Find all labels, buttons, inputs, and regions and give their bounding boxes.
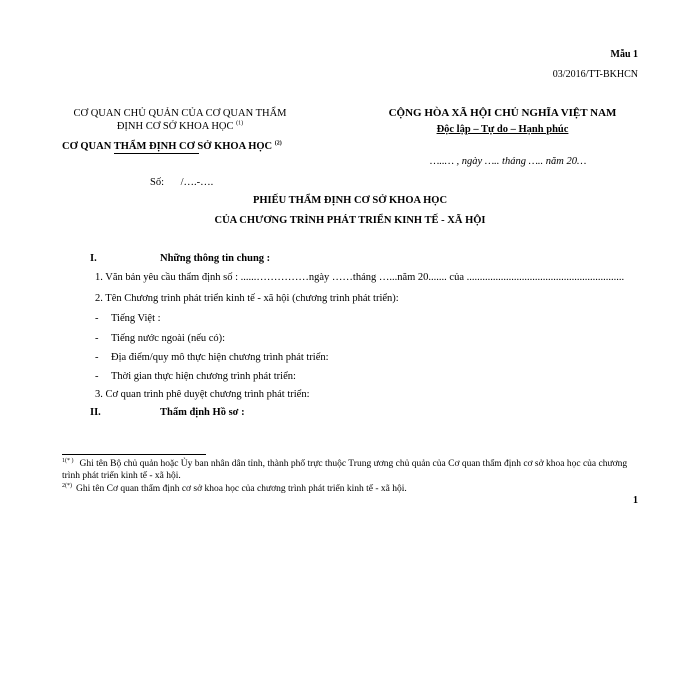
bullet-dash: - (95, 333, 99, 344)
parent-agency-line1: CƠ QUAN CHỦ QUẢN CỦA CƠ QUAN THẨM (73, 108, 287, 119)
vietnamese-name-item: Tiếng Việt : (111, 313, 161, 324)
document-number-label: Số: (150, 177, 165, 188)
parent-agency-line2: ĐỊNH CƠ SỞ KHOA HỌC (116, 121, 234, 133)
page-number: 1 (633, 495, 638, 506)
footnote-separator (62, 454, 206, 455)
approving-agency-line: 3. Cơ quan trình phê duyệt chương trình phát triển: (95, 389, 310, 400)
program-name-line: 2. Tên Chương trình phát triển kinh tế - xã hội (chương trình phát triển): (95, 293, 399, 304)
circular-number: 03/2016/TT-BKHCN (552, 69, 638, 80)
form-number: Mẫu 1 (610, 49, 638, 60)
date-line: …..… , ngày ….. tháng ….. năm 20… (430, 156, 587, 167)
footnote-1-text: Ghi tên Bộ chủ quản hoặc Ủy ban nhân dân tỉnh, thành phố trực thuộc Trung ương chủ quản của Cơ quan thẩm định cơ sở khoa học của chương trình phát triển kinh tế - xã hội. (62, 459, 628, 482)
bullet-dash: - (95, 313, 99, 324)
footnote-2-text: Ghi tên Cơ quan thẩm định cơ sở khoa học của chương trình phát triển kinh tế - xã hội. (76, 484, 407, 494)
footnote-2-mark: 2(*) (62, 482, 72, 489)
footnote-2 (62, 484, 642, 496)
section2-number: II. (90, 407, 101, 418)
appraisal-agency-text: CƠ QUAN THẨM ĐỊNH CƠ SỞ KHOA HỌC (62, 141, 273, 152)
appraisal-agency-name (62, 140, 282, 153)
foreign-name-item: Tiếng nước ngoài (nếu có): (111, 333, 226, 344)
document-title-line2: CỦA CHƯƠNG TRÌNH PHÁT TRIỂN KINH TẾ - XÃ HỘI (214, 215, 486, 226)
country-name: CỘNG HÒA XÃ HỘI CHỦ NGHĨA VIỆT NAM (388, 107, 617, 119)
document-title-line1: PHIẾU THẨM ĐỊNH CƠ SỞ KHOA HỌC (252, 195, 448, 206)
section2-title: Thẩm định Hồ sơ : (160, 407, 245, 418)
footnote-ref-2: (2) (274, 140, 282, 147)
bullet-dash: - (95, 371, 99, 382)
document-number-value: /….-…. (180, 177, 214, 188)
request-document-line: 1. Văn bản yêu cầu thẩm định số : ......……………ngày ……tháng …...năm 20....... của ............................................................ (95, 272, 625, 283)
agency-underline (114, 153, 199, 154)
location-scale-item: Địa điểm/quy mô thực hiện chương trình phát triển: (111, 352, 329, 363)
document-number (150, 176, 213, 189)
parent-agency-heading (60, 107, 300, 133)
footnote-ref-1: (1) (236, 120, 244, 127)
national-motto: Độc lập – Tự do – Hạnh phúc (436, 123, 569, 135)
footnote-1-mark: 1(* ) (62, 457, 74, 464)
footnote-1 (62, 458, 642, 483)
section1-title: Những thông tin chung : (160, 253, 271, 264)
national-heading (370, 107, 635, 136)
bullet-dash: - (95, 352, 99, 363)
section1-number: I. (90, 253, 97, 264)
duration-item: Thời gian thực hiện chương trình phát triển: (111, 371, 296, 382)
